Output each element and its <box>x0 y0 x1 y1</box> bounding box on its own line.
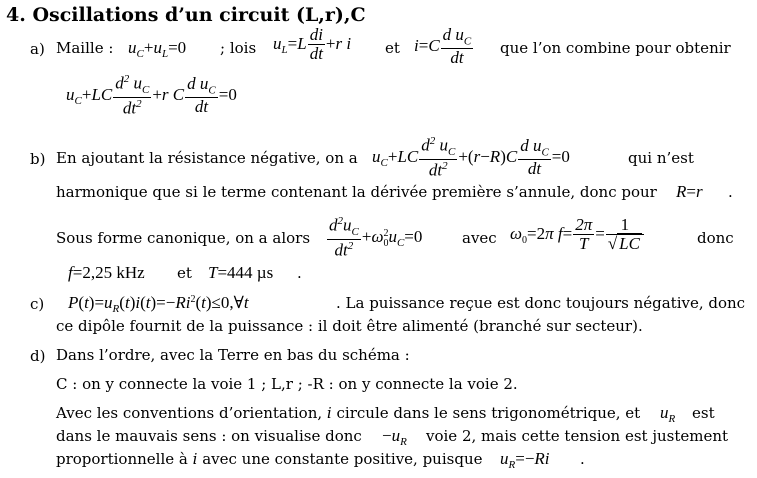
eq-minus-uR: $-u_R$ <box>382 426 407 448</box>
item-d-line4b: voie 2, mais cette tension est justement <box>426 427 729 445</box>
item-d-line3: Avec les conventions d’orientation, i circule dans le sens trigonométrique, et <box>56 404 641 422</box>
item-c-label: c) <box>30 295 45 313</box>
item-b-label: b) <box>30 150 46 168</box>
eq-uL: $u_L=L$ $\frac{di}{dt}$ +r i <box>273 25 352 63</box>
item-d-line5: proportionnelle à i avec une constante positive, puisque <box>56 450 483 468</box>
item-b-donc: donc <box>697 229 734 247</box>
eq-T-value: T=444 µs <box>208 263 274 282</box>
item-d-line3-end: est <box>692 404 715 422</box>
item-d-line2: C : on y connecte la voie 1 ; L,r ; -R : on y connecte la voie 2. <box>56 375 518 393</box>
eq-f-value: f=2,25 kHz <box>68 263 145 282</box>
eq-omega0: $\omega_0=2\pi$ f= $\frac{2\pi}{T}$ = $\frac{1}{√ LC}$ <box>510 216 645 254</box>
item-b-line1-end: qui n’est <box>628 149 694 167</box>
eq-negative-resistance: $u_C+LC$ $\frac{d^2 u_C}{dt^2}$ +(r−R)C $\frac{d u_C}{dt}$ =0 <box>372 135 570 180</box>
item-b-canon: Sous forme canonique, on a alors <box>56 229 311 247</box>
item-b-avec: avec <box>462 229 497 247</box>
item-d-line4a: dans le mauvais sens : on visualise donc <box>56 427 362 445</box>
item-c-line2: ce dipôle fournit de la puissance : il doit être alimenté (branché sur secteur). <box>56 317 643 335</box>
eq-power: $P(t)=u_R(t)i(t)=-Ri^2(t)\le 0,\forall t$ <box>68 293 249 315</box>
eq-R-equals-r: R=r <box>676 182 703 201</box>
eq-canonical: $\frac{d^2u_C}{dt^2}$ $+\omega^2_0u_C=0$ <box>329 215 423 260</box>
eq-uR-minus-Ri: $u_R=-Ri$ <box>500 449 550 471</box>
item-b-et: et <box>177 264 192 282</box>
item-a-maille: Maille : <box>56 39 114 57</box>
f-value: =2,25 kHz <box>72 263 145 282</box>
item-b-line1: En ajoutant la résistance négative, on a <box>56 149 358 167</box>
eq-uR-1: $u_R$ <box>660 403 676 425</box>
item-b-line2: harmonique que si le terme contenant la dérivée première s’annule, donc pour <box>56 183 657 201</box>
T-value: =444 µs <box>217 263 274 282</box>
item-d-label: d) <box>30 347 46 365</box>
section-title: 4. Oscillations d’un circuit (L,r),C <box>6 4 366 26</box>
item-c-line1-end: . La puissance reçue est donc toujours négative, donc <box>336 294 746 312</box>
eq-maille: $u_C+u_L=0$ <box>128 38 187 60</box>
item-b-period-2: . <box>297 264 302 282</box>
eq-combined: $u_C+LC$ $\frac{d^2 u_C}{dt^2}$ +r C $\frac{d u_C}{dt}$ =0 <box>66 73 237 118</box>
item-a-lois: ; lois <box>220 39 257 57</box>
item-d-line5-end: . <box>580 450 585 468</box>
item-a-combine: que l’on combine pour obtenir <box>500 39 731 57</box>
item-b-period-1: . <box>728 183 733 201</box>
item-a-label: a) <box>30 40 45 58</box>
eq-i: i=C $\frac{d u_C}{dt}$ <box>414 25 472 67</box>
item-a-et: et <box>385 39 400 57</box>
item-d-line1: Dans l’ordre, avec la Terre en bas du schéma : <box>56 346 410 364</box>
